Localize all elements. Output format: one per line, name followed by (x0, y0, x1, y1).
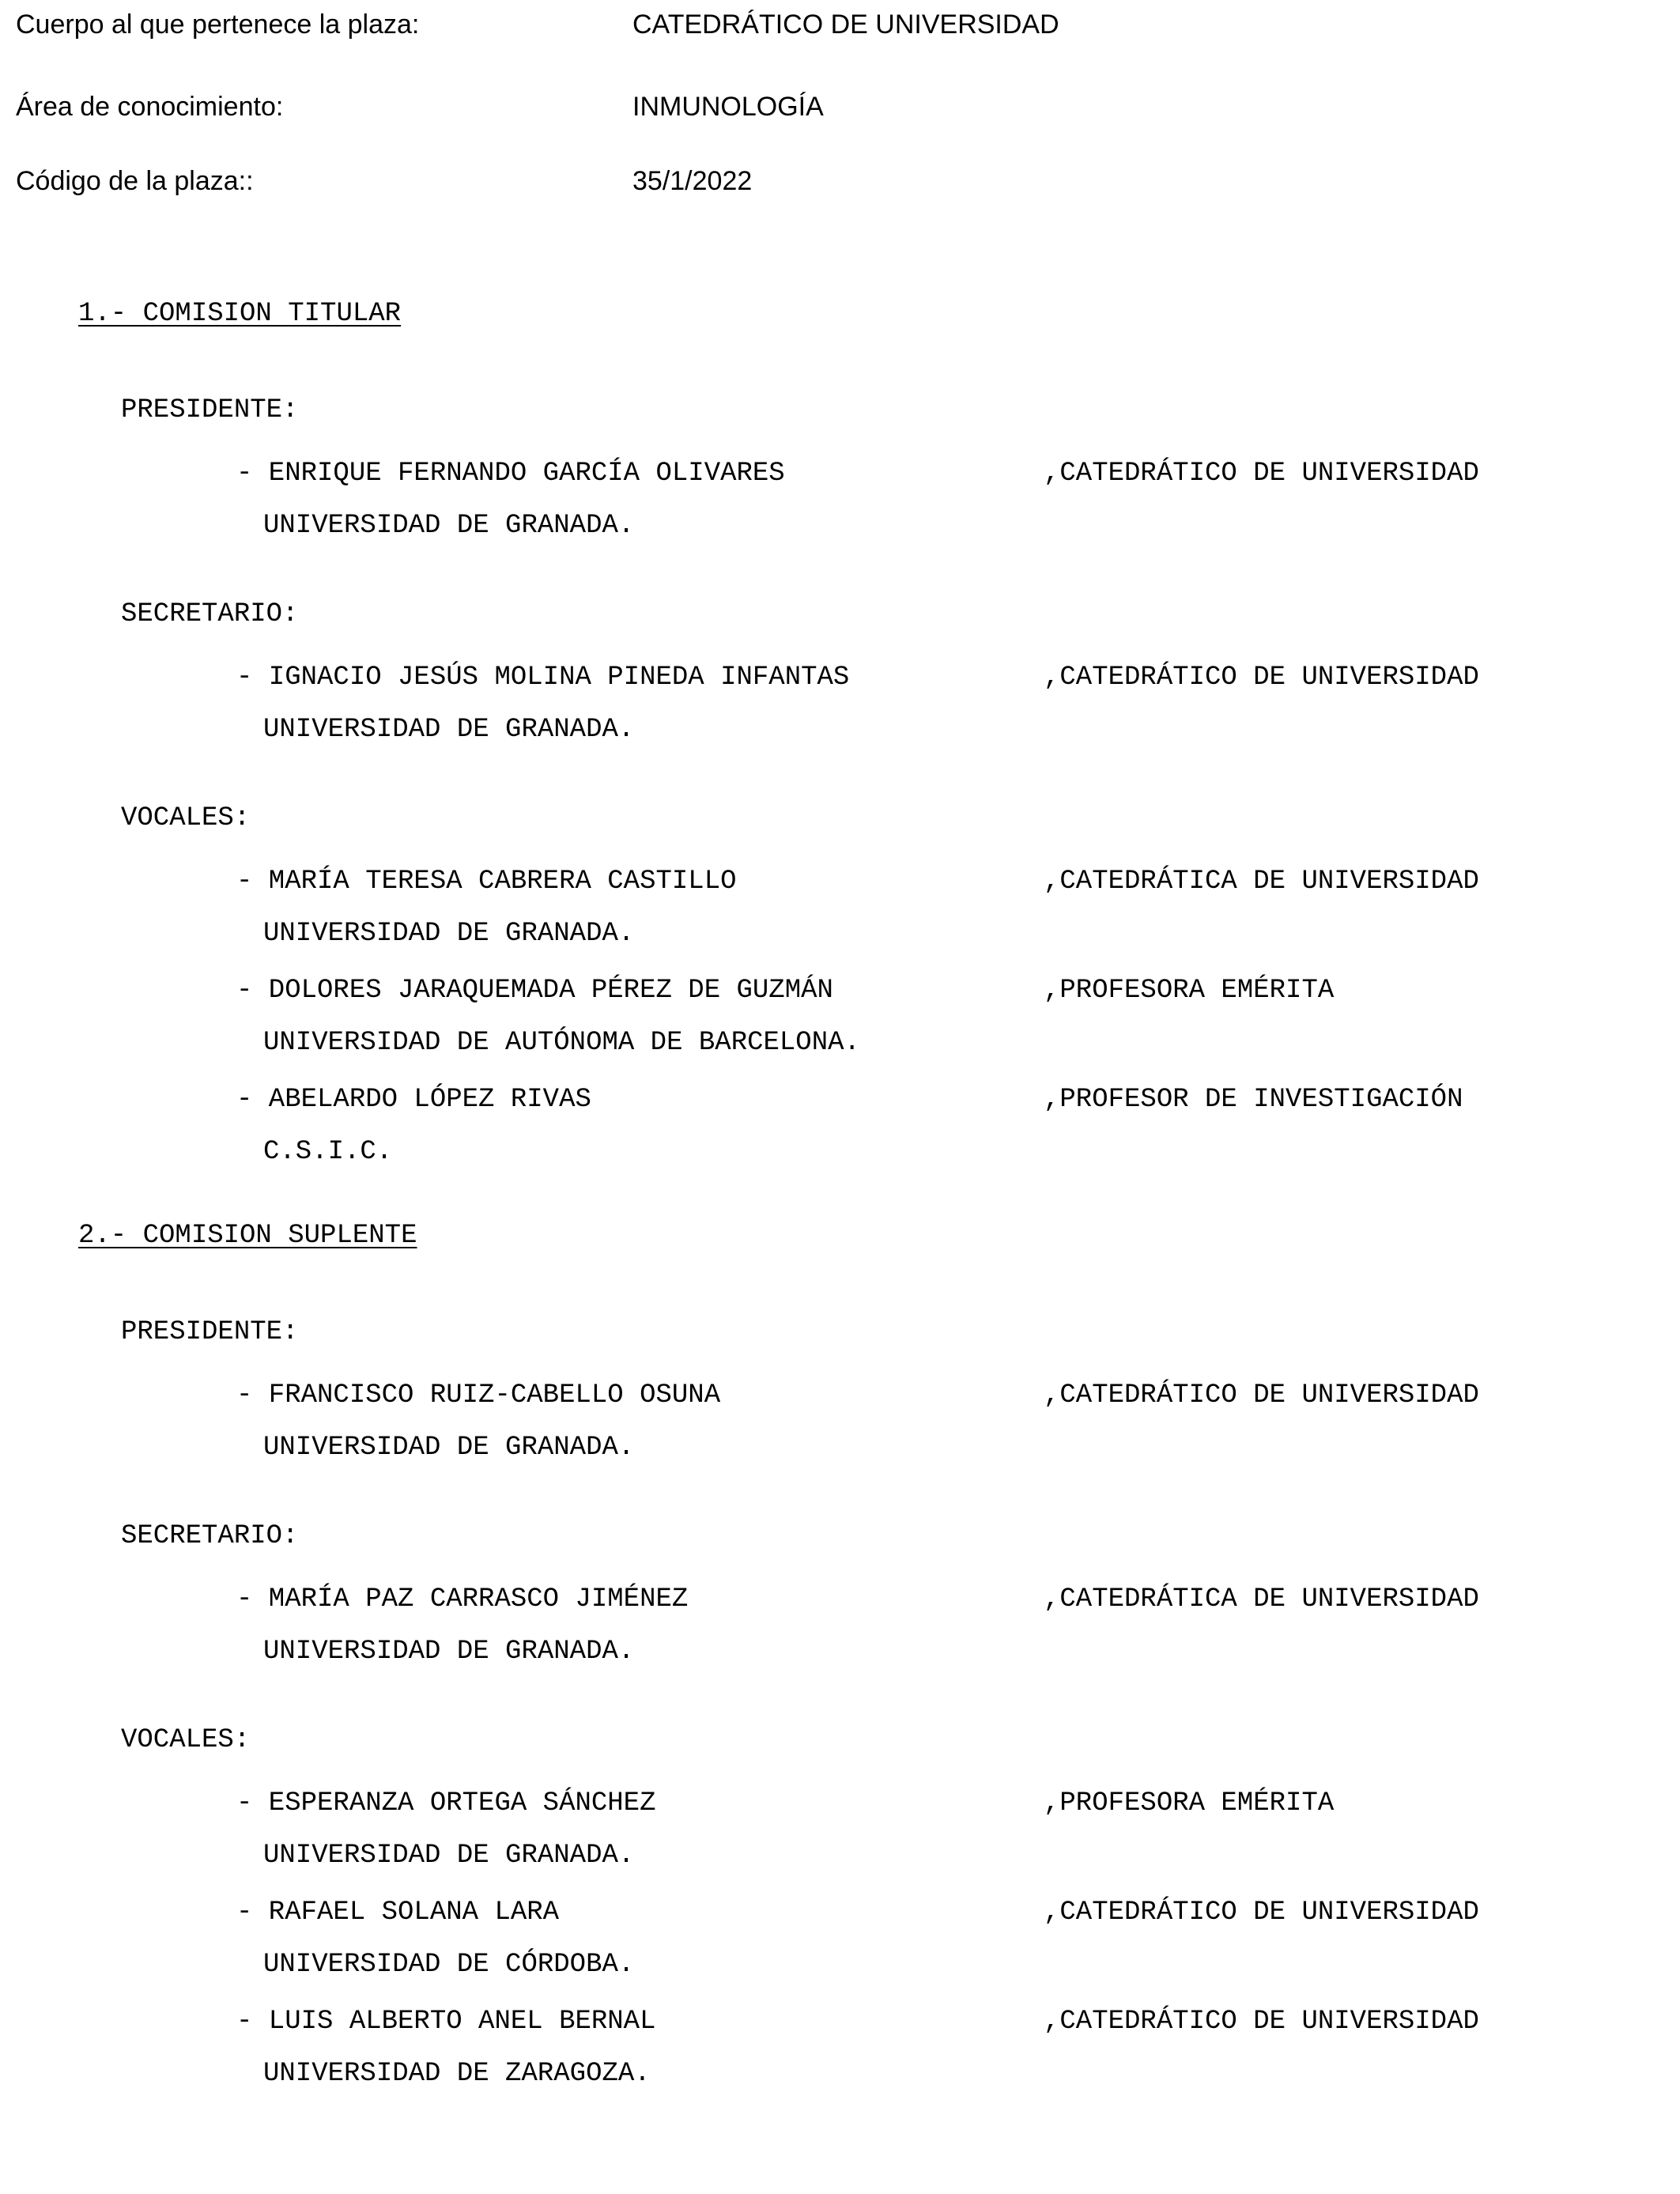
member-institution: UNIVERSIDAD DE GRANADA. (263, 715, 635, 745)
secretario-label: SECRETARIO: (121, 1521, 299, 1551)
member-name: - DOLORES JARAQUEMADA PÉREZ DE GUZMÁN (236, 976, 833, 1006)
member-institution: UNIVERSIDAD DE GRANADA. (263, 1433, 635, 1463)
codigo-label: Código de la plaza:: (16, 166, 254, 196)
member-role: ,PROFESOR DE INVESTIGACIÓN (1044, 1085, 1463, 1115)
member-role: ,CATEDRÁTICO DE UNIVERSIDAD (1044, 459, 1479, 489)
member-role: ,CATEDRÁTICO DE UNIVERSIDAD (1044, 2007, 1479, 2037)
member-name: - IGNACIO JESÚS MOLINA PINEDA INFANTAS (236, 663, 850, 693)
member-name: - ENRIQUE FERNANDO GARCÍA OLIVARES (236, 459, 785, 489)
member-name: - ESPERANZA ORTEGA SÁNCHEZ (236, 1788, 656, 1818)
member-name: - MARÍA TERESA CABRERA CASTILLO (236, 867, 737, 897)
member-role: ,CATEDRÁTICO DE UNIVERSIDAD (1044, 663, 1479, 693)
member-role: ,PROFESORA EMÉRITA (1044, 976, 1335, 1006)
member-name: - FRANCISCO RUIZ-CABELLO OSUNA (236, 1380, 721, 1410)
member-institution: UNIVERSIDAD DE GRANADA. (263, 1841, 635, 1871)
secretario-label: SECRETARIO: (121, 599, 299, 629)
member-institution: UNIVERSIDAD DE CÓRDOBA. (263, 1950, 635, 1980)
vocales-label: VOCALES: (121, 1725, 251, 1755)
section-heading-titular: 1.- COMISION TITULAR (78, 299, 402, 329)
cuerpo-value: CATEDRÁTICO DE UNIVERSIDAD (632, 9, 1059, 40)
presidente-label: PRESIDENTE: (121, 395, 299, 425)
member-role: ,CATEDRÁTICO DE UNIVERSIDAD (1044, 1380, 1479, 1410)
presidente-label: PRESIDENTE: (121, 1317, 299, 1347)
member-institution: UNIVERSIDAD DE AUTÓNOMA DE BARCELONA. (263, 1028, 860, 1058)
member-institution: UNIVERSIDAD DE GRANADA. (263, 919, 635, 949)
member-institution: C.S.I.C. (263, 1137, 393, 1167)
member-institution: UNIVERSIDAD DE ZARAGOZA. (263, 2059, 651, 2089)
member-role: ,CATEDRÁTICO DE UNIVERSIDAD (1044, 1898, 1479, 1928)
cuerpo-label: Cuerpo al que pertenece la plaza: (16, 9, 420, 40)
member-institution: UNIVERSIDAD DE GRANADA. (263, 1637, 635, 1667)
member-name: - LUIS ALBERTO ANEL BERNAL (236, 2007, 656, 2037)
member-name: - MARÍA PAZ CARRASCO JIMÉNEZ (236, 1584, 689, 1614)
member-role: ,PROFESORA EMÉRITA (1044, 1788, 1335, 1818)
member-role: ,CATEDRÁTICA DE UNIVERSIDAD (1044, 1584, 1479, 1614)
member-name: - RAFAEL SOLANA LARA (236, 1898, 560, 1928)
area-label: Área de conocimiento: (16, 92, 284, 122)
member-name: - ABELARDO LÓPEZ RIVAS (236, 1085, 591, 1115)
codigo-value: 35/1/2022 (632, 166, 753, 196)
member-role: ,CATEDRÁTICA DE UNIVERSIDAD (1044, 867, 1479, 897)
section-heading-suplente: 2.- COMISION SUPLENTE (78, 1221, 417, 1251)
area-value: INMUNOLOGÍA (632, 92, 824, 122)
vocales-label: VOCALES: (121, 803, 251, 833)
member-institution: UNIVERSIDAD DE GRANADA. (263, 511, 635, 541)
